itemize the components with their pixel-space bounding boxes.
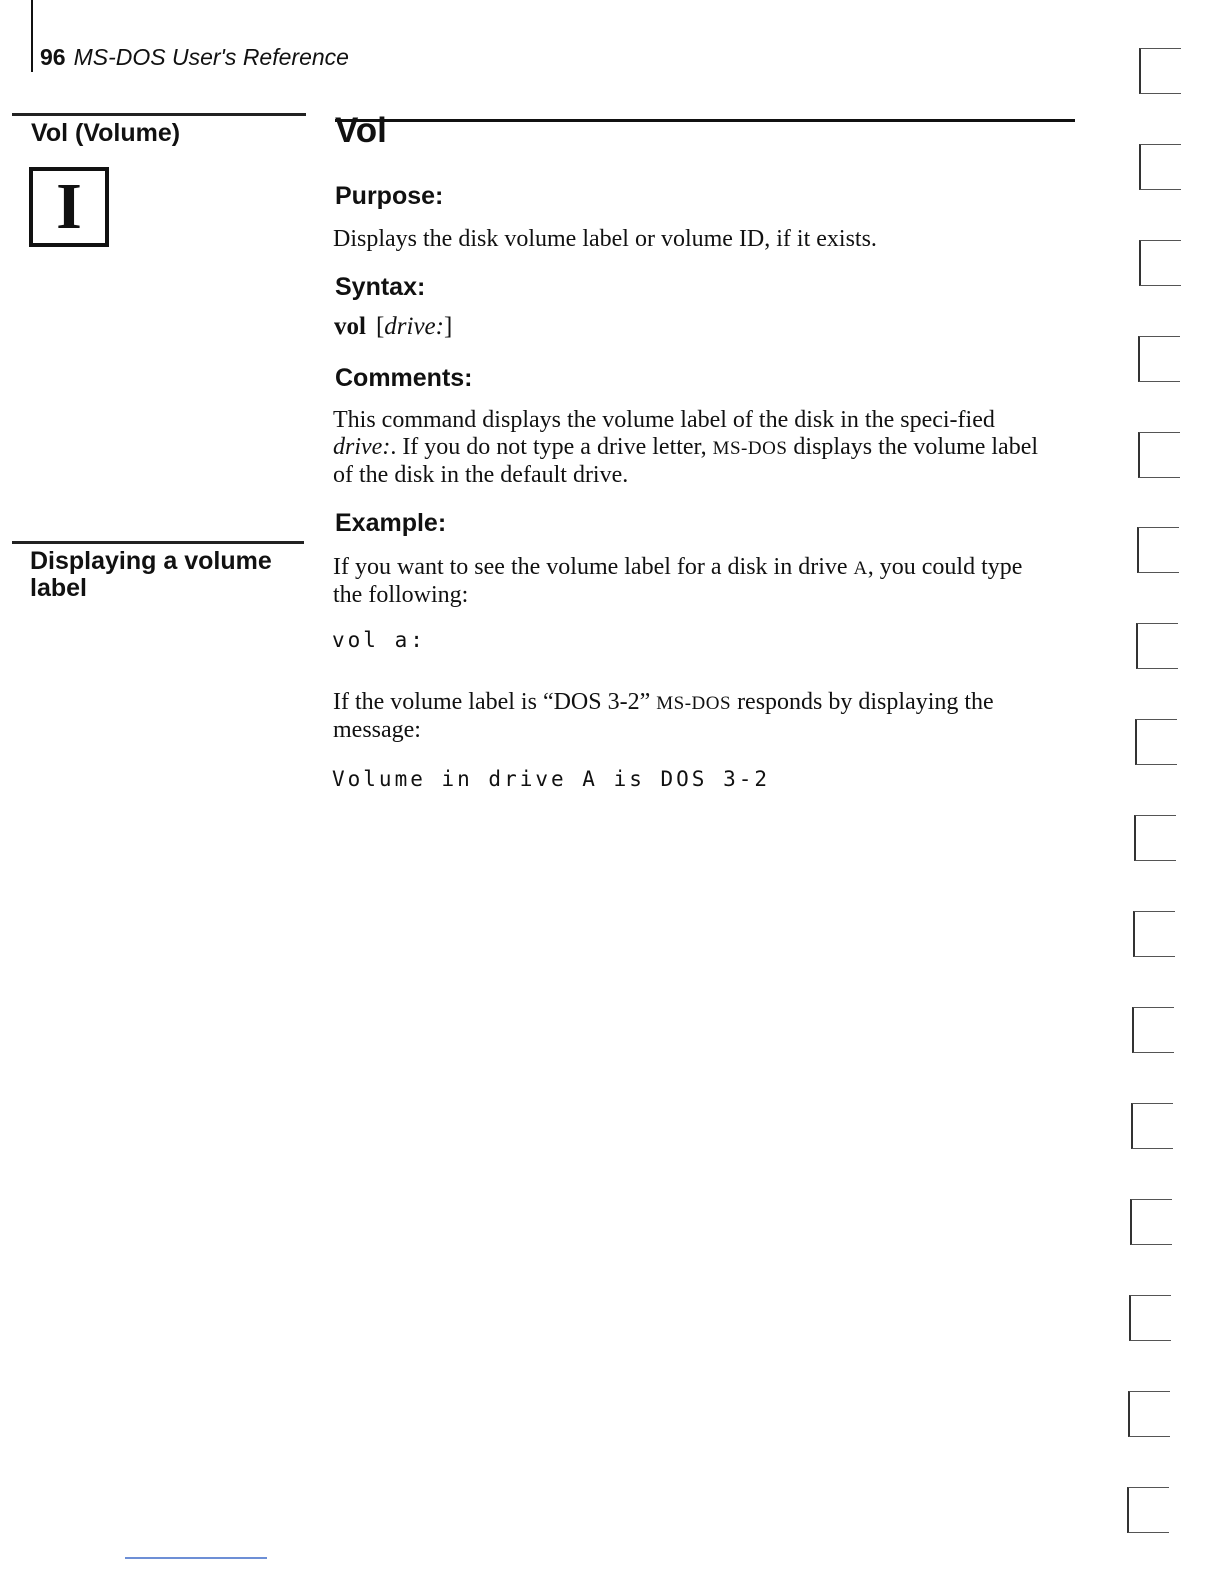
level-badge [29,167,109,247]
example-intro-part-1: If you want to see the volume label for a disk in drive [333,554,854,580]
purpose-heading: Purpose: [335,182,444,210]
book-title: MS-DOS User's Reference [73,44,349,70]
example-drive-letter: A [853,558,868,579]
syntax-close-bracket: ] [443,313,453,340]
syntax-heading: Syntax: [335,273,426,301]
sidebar-rule-top [12,113,306,116]
binder-tab [1134,815,1176,861]
footer-scan-line [125,1557,267,1559]
main-rule [335,119,1075,122]
syntax-command: vol [334,313,366,340]
page-number: 96 [40,44,66,70]
binder-tab [1136,623,1178,669]
command-title: Vol [335,111,387,150]
syntax-open-bracket: [ [375,313,385,340]
example-response-part-1: If the volume label is “DOS 3-2” [333,689,657,715]
comments-msdos: MS-DOS [712,438,788,459]
binder-tab [1137,527,1179,573]
comments-drive-term: drive: [333,434,391,460]
example-command-line: vol a: [332,628,426,652]
comments-text [333,407,1053,489]
binder-tab [1139,144,1181,190]
binder-tab [1135,719,1177,765]
example-intro-part-2: , you could type the following: [333,554,1023,608]
comments-text-part-2: . If you do not type a drive letter, [390,434,713,460]
binder-tab [1128,1391,1170,1437]
binder-tab [1139,240,1181,286]
syntax-line [334,313,452,341]
syntax-argument: drive: [384,313,444,340]
header-margin-bar [31,0,33,72]
binder-tab [1132,1007,1174,1053]
example-response [333,689,1068,744]
binder-tab [1139,48,1181,94]
binder-tab [1133,911,1175,957]
example-response-part-2: responds by displaying the message: [333,689,994,743]
sidebar-rule-example [12,541,304,544]
running-header [40,44,349,71]
example-msdos: MS-DOS [656,693,732,714]
comments-heading: Comments: [335,364,473,392]
comments-text-part-1: This command displays the volume label of the disk in the speci-fied [333,407,995,433]
example-heading: Example: [335,509,447,537]
sidebar-example-heading: Displaying a volume label [30,547,272,602]
purpose-text: Displays the disk volume label or volume ID, if it exists. [333,226,877,252]
example-output-line: Volume in drive A is DOS 3-2 [332,767,771,791]
binder-tab [1127,1487,1169,1533]
binder-tab [1129,1295,1171,1341]
sidebar-command-heading: Vol (Volume) [31,119,181,147]
binder-tab [1130,1199,1172,1245]
comments-text-part-3: displays the volume label of the disk in the default drive. [333,434,1039,488]
example-intro [333,554,1023,609]
binder-tab [1138,336,1180,382]
binder-tab [1131,1103,1173,1149]
level-badge-letter: I [56,170,82,243]
binder-tab [1138,432,1180,478]
